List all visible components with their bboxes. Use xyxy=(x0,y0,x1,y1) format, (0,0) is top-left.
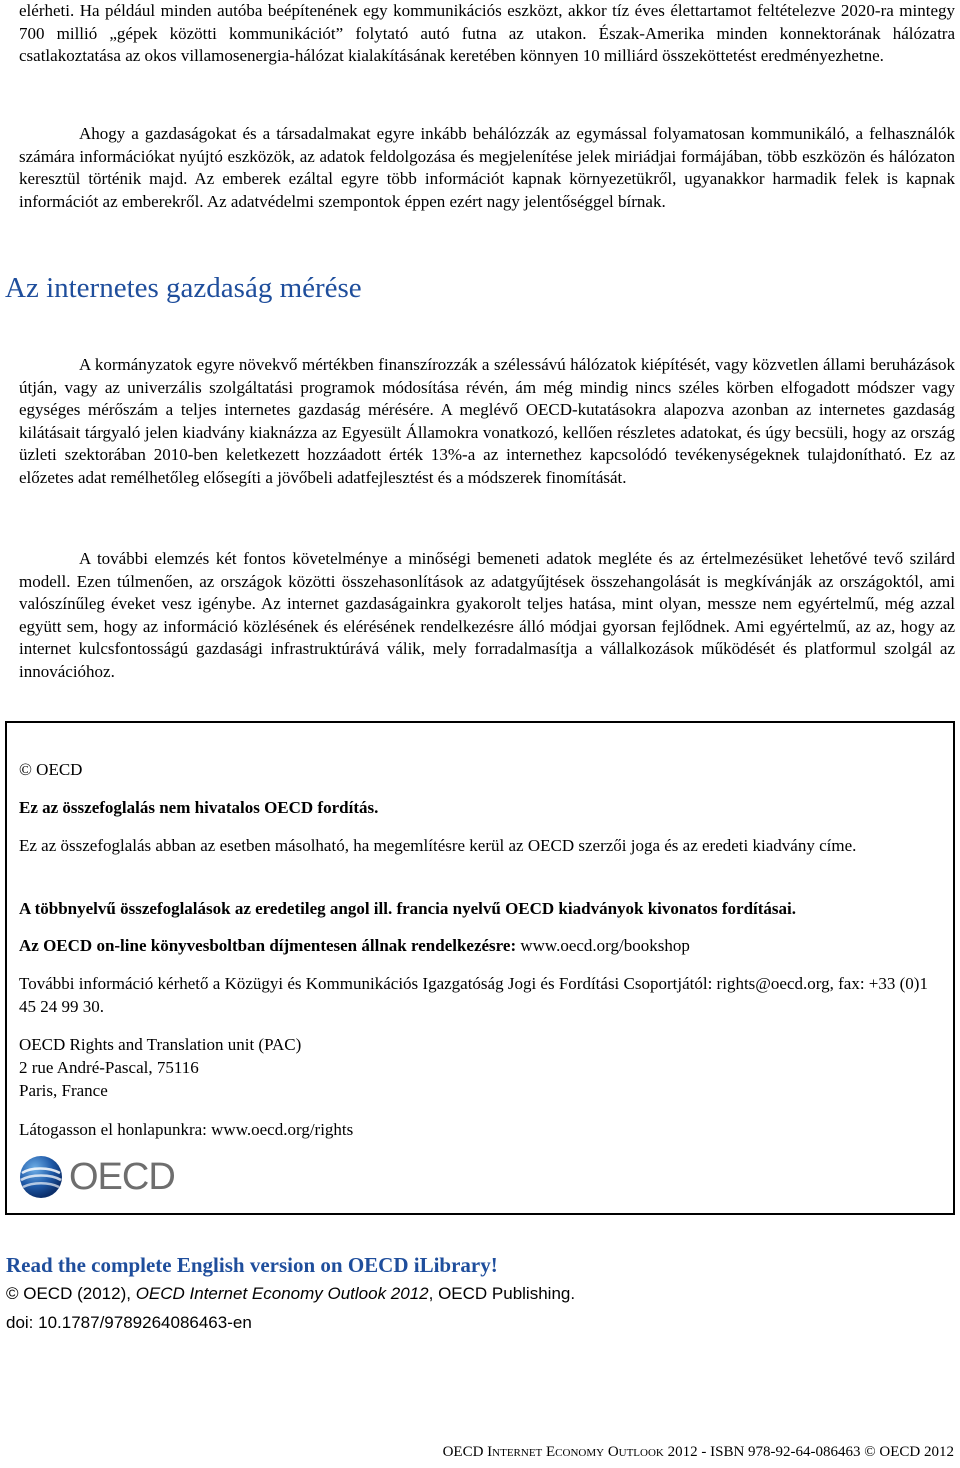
bookshop-notice xyxy=(19,935,939,958)
visit-label: Látogasson el honlapunkra: xyxy=(19,1120,207,1139)
reproduction-notice: Ez az összefoglalás abban az esetben másolható, ha megemlítésre kerül az OECD szerzői joga és az eredeti kiadvány címe. xyxy=(19,836,857,855)
logo-text: OECD xyxy=(69,1156,175,1198)
citation-suffix: , OECD Publishing. xyxy=(428,1284,576,1303)
multilingual-notice: A többnyelvű összefoglalások az eredetileg angol ill. francia nyelvű OECD kiadványok kivonatos fordításai. xyxy=(19,899,797,918)
address-line-3: Paris, France xyxy=(19,1081,108,1100)
intro-paragraph-1: elérheti. Ha például minden autóba beépítenének egy kommunikációs eszközt, akkor tíz éves élettartamot feltételezve 2020-ra mintegy 700 millió „gépek közötti kommunikációt” folytató autó futna az utakon. Észak-Amerika minden konnektorának hálózatra csatlakoztatása az okos villamosenergia-hálózat kialakításának keretében könnyen 10 milliárd összeköttetést eredményezhetne. xyxy=(19,1,955,65)
copyright-line: © OECD xyxy=(19,760,83,779)
page-footer xyxy=(443,1442,954,1462)
section-paragraph-1: A kormányzatok egyre növekvő mértékben finanszírozzák a szélessávú hálózatok kiépítését, vagy közvetlen állami beruházások útján, vagy az univerzális szolgáltatási programok módosítása révén, ám még mindig nincs széles körben elfogadott módszer vagy egységes mérőszám a teljes internetes gazdaság mérésére. A meglévő OECD-kutatásokra alapozva azonban az internetes gazdaság kilátásait tárgyaló jelen kiadvány kiaknázza az Egyesült Államokra vonatkozó, kellően részletes adatokat, és úgy becsüli, hogy az ország üzleti szektorában 2010-ben keletkezett hozzáadott érték 13%-a az internethez kapcsolódó tevékenységeknek tulajdonítható. Ez az előzetes adat remélhetőleg elősegíti a jövőbeli adatfejlesztést és a módszerek finomítását. xyxy=(19,355,955,487)
address-line-1: OECD Rights and Translation unit (PAC) xyxy=(19,1035,302,1054)
doi: doi: 10.1787/9789264086463-en xyxy=(6,1313,252,1332)
citation-title: OECD Internet Economy Outlook 2012 xyxy=(135,1284,429,1303)
section-heading: Az internetes gazdaság mérése xyxy=(5,272,362,304)
address-line-2: 2 rue André-Pascal, 75116 xyxy=(19,1058,199,1077)
further-info: További információ kérhető a Közügyi és Kommunikációs Igazgatóság Jogi és Fordítási Csoportjától: rights@oecd.org, fax: +33 (0)1 45 24 99 30. xyxy=(19,974,928,1016)
read-english-version-link[interactable]: Read the complete English version on OECD iLibrary! xyxy=(6,1253,498,1277)
oecd-logo xyxy=(19,1155,191,1199)
section-paragraph-2: A további elemzés két fontos követelménye a minőségi bemeneti adatok megléte és az értelmezésüket lehetővé tevő szilárd modell. Ezen túlmenően, az országok közötti összehasonlítások az adatgyűjtések összehangolását is megkívánják az országoktól, ami valószínűleg éveket vesz igénybe. Az internet gazdaságainkra gyakorolt teljes hatása, mint olyan, messze nem egyértelmű, még azzal együtt sem, hogy az információ közlésének és elérésének rendelkezésre álló módjai gyorsan fejlődnek. Ami egyértelmű, az az, hogy az internet kulcsfontosságú gazdasági infrastruktúrává válik, mely forradalmasítja a vállalkozások működését és platformul szolgál az innovációhoz. xyxy=(19,549,955,681)
bookshop-label: Az OECD on-line könyvesboltban díjmentesen állnak rendelkezésre: xyxy=(19,936,517,955)
footer-isbn: - ISBN 978-92-64-086463 xyxy=(701,1444,861,1460)
footer-copyright: © OECD 2012 xyxy=(864,1444,954,1460)
globe-icon xyxy=(19,1155,63,1199)
citation-prefix: © OECD (2012), xyxy=(6,1284,131,1303)
not-official-translation: Ez az összefoglalás nem hivatalos OECD fordítás. xyxy=(19,798,379,817)
bookshop-link[interactable]: www.oecd.org/bookshop xyxy=(520,936,690,955)
visit-notice xyxy=(19,1119,939,1142)
oecd-info-box xyxy=(5,721,955,1215)
rights-link[interactable]: www.oecd.org/rights xyxy=(211,1120,354,1139)
footer-publication: OECD Internet Economy Outlook 2012 xyxy=(442,1444,698,1460)
intro-paragraph-2: Ahogy a gazdaságokat és a társadalmakat egyre inkább behálózzák az egymással folyamatosan kommunikáló, a felhasználók számára információkat nyújtó eszközök, az adatok feldolgozása és megjelenítése jelek miriádjai formájában, több eszközön és hálózaton keresztül történik majd. Az emberek ezáltal egyre több információt kapnak környezetükről, ugyanakkor harmadik felek is kapnak információt az emberekről. Az adatvédelmi szempontok éppen ezért nagy jelentőséggel bírnak. xyxy=(19,124,955,211)
citation xyxy=(6,1283,575,1306)
